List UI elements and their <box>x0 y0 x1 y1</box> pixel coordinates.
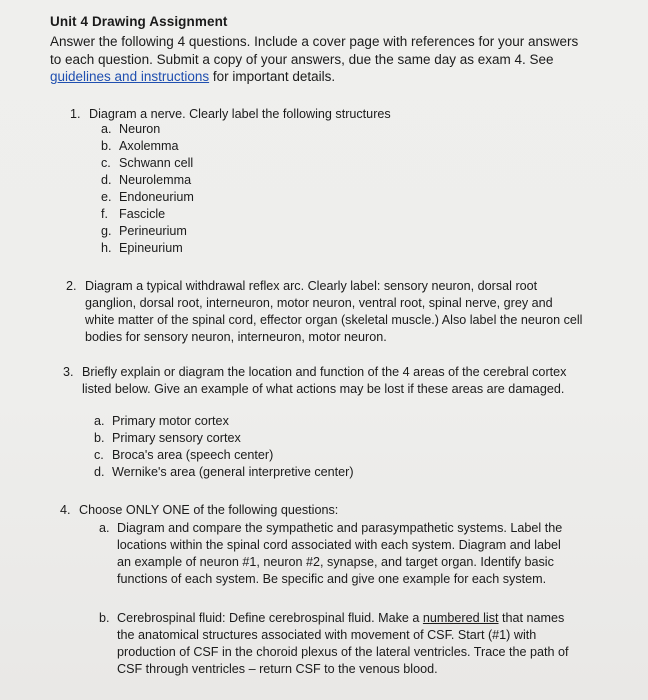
item-text: Epineurium <box>119 241 183 255</box>
item-letter: b. <box>101 139 112 153</box>
item-text <box>117 610 575 678</box>
question-number: 4. <box>60 503 71 517</box>
item-letter: d. <box>101 173 112 187</box>
item-letter: e. <box>101 190 112 204</box>
item-letter: a. <box>101 122 112 136</box>
page-title: Unit 4 Drawing Assignment <box>50 14 228 29</box>
question-3 <box>63 364 588 419</box>
item-text: Endoneurium <box>119 190 194 204</box>
question-4 <box>60 502 580 519</box>
item-letter: b. <box>94 431 105 445</box>
item-text: Diagram and compare the sympathetic and parasympathetic systems. Label the locations within the spinal cord associated with each system. Diagram and label an example of neuron #1, neuron #2, synapse, and target organ. Identify basic functions of each system. Be specific and give one example for each system. <box>117 521 563 586</box>
list-item <box>99 610 579 680</box>
question-text: Briefly explain or diagram the location and function of the 4 areas of the cerebral cortex listed below. Give an example of what actions may be lost if these areas are damaged. <box>82 365 567 396</box>
item-text: Primary sensory cortex <box>112 431 241 445</box>
item-text: Schwann cell <box>119 156 194 170</box>
intro-paragraph <box>50 33 590 86</box>
item-text: Primary motor cortex <box>112 414 229 428</box>
question-number: 1. <box>70 107 81 121</box>
numbered-list-emphasis: numbered list <box>422 611 499 625</box>
guidelines-link[interactable]: guidelines and instructions <box>50 69 210 84</box>
item-letter: c. <box>94 448 104 462</box>
item-text: Wernike's area (general interpretive center) <box>112 465 354 479</box>
item-letter: d. <box>94 465 105 479</box>
intro-text-end: for important details. <box>209 69 336 84</box>
item-letter: c. <box>101 156 111 170</box>
item-text: Neuron <box>119 122 161 136</box>
item-text: Perineurium <box>119 224 187 238</box>
item-letter: f. <box>101 207 108 221</box>
question-2 <box>66 278 586 348</box>
item-text: Neurolemma <box>119 173 192 187</box>
item-text-start: Cerebrospinal fluid: Define cerebrospinal fluid. Make a <box>117 611 423 625</box>
item-text: Broca's area (speech center) <box>112 448 274 462</box>
item-letter: a. <box>99 521 110 535</box>
question-number: 3. <box>63 365 74 379</box>
item-text: Axolemma <box>119 139 179 153</box>
item-text-end: that names the anatomical structures associated with movement of CSF. Start (#1) with production of CSF in the choroid plexus of the lateral ventricles. Trace the path of CSF through ventricles – return CSF to the venous blood. <box>117 611 569 676</box>
question-text: Diagram a typical withdrawal reflex arc. Clearly label: sensory neuron, dorsal root ganglion, dorsal root, interneuron, motor neuron, ventral root, spinal nerve, grey and white matter of the spinal cord, effector organ (skeletal muscle.) Also label the neuron cell bodies for sensory neuron, interneuron, motor neuron. <box>85 279 583 344</box>
question-text: Choose ONLY ONE of the following questions: <box>79 503 339 517</box>
item-letter: g. <box>101 224 112 238</box>
item-letter: b. <box>99 611 110 625</box>
item-letter: h. <box>101 241 112 255</box>
item-letter: a. <box>94 414 105 428</box>
intro-text: Answer the following 4 questions. Include a cover page with references for your answers to each question. Submit a copy of your answers, due the same day as exam 4. See <box>50 34 579 67</box>
question-text: Diagram a nerve. Clearly label the following structures <box>89 107 391 121</box>
question-number: 2. <box>66 279 77 293</box>
list-item <box>99 520 574 605</box>
item-text: Fascicle <box>119 207 166 221</box>
